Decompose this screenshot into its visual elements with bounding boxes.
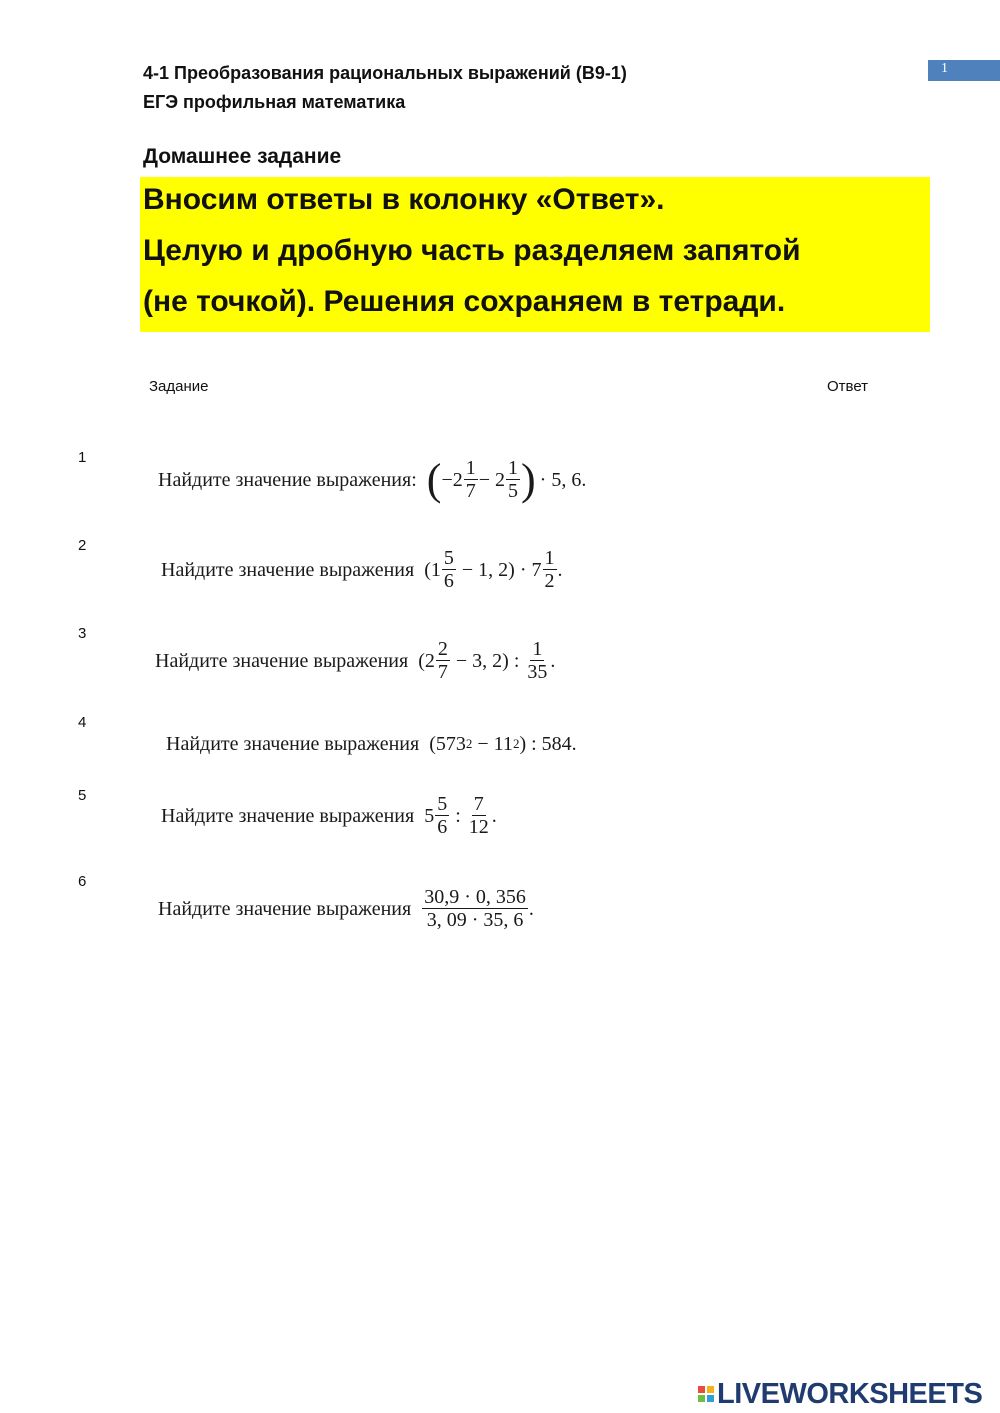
task-number: 6 [78, 873, 87, 890]
fraction: $\frac{2}{7}$ [437, 638, 448, 683]
homework-heading: Домашнее задание [143, 145, 342, 168]
task-label: Найдите значение выражения [161, 558, 415, 581]
fraction: $\frac{7}{12}$ [468, 793, 489, 838]
fraction: $\frac{30,9 \cdot 0, 356}{3, 09 \cdot 35, 6}$ [424, 886, 526, 931]
math-expression: 5 $\frac{5}{6}$ : $\frac{7}{12}$ . [424, 793, 497, 838]
document-subtitle: ЕГЭ профильная математика [143, 92, 406, 112]
math-expression: (2 $\frac{2}{7}$ − 3, 2) : $\frac{1}{35}$ . [418, 638, 556, 683]
brand-square [698, 1395, 705, 1402]
page-number-badge: 1 [928, 60, 1000, 81]
task-2-expression [161, 542, 563, 598]
task-column-header: Задание [149, 378, 209, 395]
task-label: Найдите значение выражения [161, 804, 415, 827]
instruction-line: (не точкой). Решения сохраняем в тетради. [143, 285, 786, 318]
task-label: Найдите значение выражения [166, 732, 420, 755]
task-number: 1 [78, 449, 87, 466]
instruction-line: Вносим ответы в колонку «Ответ». [143, 183, 665, 216]
task-4-expression [166, 728, 577, 760]
fraction: $\frac{1}{35}$ [527, 638, 548, 683]
instruction-line: Целую и дробную часть разделяем запятой [143, 234, 801, 267]
fraction: $\frac{5}{6}$ [443, 547, 454, 592]
brand-square [707, 1395, 714, 1402]
task-5-expression [161, 788, 497, 844]
task-6-expression [158, 878, 534, 940]
task-label: Найдите значение выражения [155, 649, 409, 672]
task-number: 5 [78, 787, 87, 804]
task-number: 2 [78, 537, 87, 554]
brand-square [707, 1386, 714, 1393]
fraction: $\frac{5}{6}$ [437, 793, 448, 838]
brand-square [698, 1386, 705, 1393]
math-expression: ( −2 $\frac{1}{7}$ − 2 $\frac{1}{5}$ ) · 5, 6. [426, 455, 587, 504]
liveworksheets-logo [698, 1378, 982, 1410]
task-label: Найдите значение выражения [158, 897, 412, 920]
fraction: $\frac{1}{7}$ [465, 457, 476, 502]
fraction: $\frac{1}{5}$ [508, 457, 518, 502]
brand-mark-icon [698, 1386, 714, 1402]
answer-column-header: Ответ [827, 378, 869, 395]
math-expression: $\frac{30,9 \cdot 0, 356}{3, 09 \cdot 35, 6}$ . [424, 886, 534, 931]
brand-text: LIVEWORKSHEETS [717, 1377, 983, 1410]
document-title: 4-1 Преобразования рациональных выражений (В9-1) [143, 63, 627, 83]
task-number: 4 [78, 714, 87, 731]
task-1-expression [158, 450, 586, 510]
math-expression: (573 2 − 11 2 ) : 584. [429, 732, 577, 755]
fraction: $\frac{1}{2}$ [544, 547, 555, 592]
math-expression: (1 $\frac{5}{6}$ − 1, 2) · 7 $\frac{1}{2}$ . [424, 547, 563, 592]
instructions-highlight [140, 177, 930, 332]
task-3-expression [155, 633, 555, 689]
task-label: Найдите значение выражения: [158, 468, 417, 491]
task-number: 3 [78, 625, 87, 642]
